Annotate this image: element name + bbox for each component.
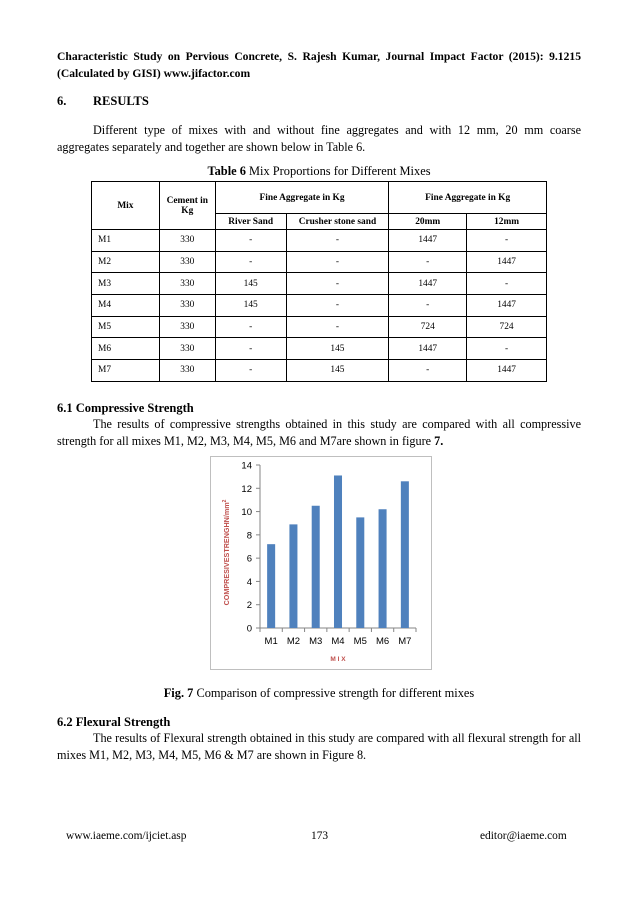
- compressive-strength-heading: 6.1 Compressive Strength: [57, 401, 194, 415]
- section-number: 6.: [57, 94, 67, 108]
- table-cell: M5: [92, 316, 160, 338]
- header-20mm: 20mm: [389, 214, 467, 230]
- chart-frame: [210, 456, 432, 670]
- x-tick-label: M7: [398, 636, 412, 647]
- table-cell: -: [389, 251, 467, 273]
- table-body: [92, 230, 547, 382]
- intro-paragraph: Different type of mixes with and without fine aggregates and with 12 mm, 20 mm coarse aggregates separately and together are shown below in Table 6.: [57, 123, 581, 154]
- x-tick-label: M1: [264, 636, 278, 647]
- table-row: [92, 295, 547, 317]
- table-cell: 330: [159, 338, 215, 360]
- y-axis-label-superscript: 2: [222, 499, 228, 503]
- bar-m3: [312, 506, 320, 628]
- compressive-paragraph-text: The results of compressive strengths obtained in this study are compared with all compressive strength for all mixes M1, M2, M3, M4, M5, M6 and M7are shown in figure: [57, 417, 581, 448]
- header-12mm: 12mm: [467, 214, 547, 230]
- table-cell: 330: [159, 316, 215, 338]
- table-cell: 724: [389, 316, 467, 338]
- table-cell: 145: [286, 360, 389, 382]
- table-row: [92, 338, 547, 360]
- y-tick-label: 14: [241, 460, 252, 472]
- figure-reference: 7.: [434, 434, 444, 448]
- header-crusher-sand: Crusher stone sand: [286, 214, 389, 230]
- y-tick-label: 10: [241, 507, 252, 519]
- table-cell: M3: [92, 273, 160, 295]
- table-cell: -: [286, 230, 389, 252]
- table-cell: M4: [92, 295, 160, 317]
- compressive-paragraph: [57, 416, 581, 450]
- x-tick-label: M6: [375, 636, 390, 647]
- flexural-strength-heading: 6.2 Flexural Strength: [57, 715, 171, 729]
- figure-caption-label: Fig. 7: [163, 686, 194, 700]
- table-cell: 330: [159, 360, 215, 382]
- table-cell: -: [286, 316, 389, 338]
- header-mix: Mix: [92, 182, 160, 230]
- table-cell: 330: [159, 273, 215, 295]
- table-cell: -: [215, 251, 286, 273]
- table-cell: -: [286, 295, 389, 317]
- table-cell: -: [467, 338, 547, 360]
- table-row: [92, 230, 547, 252]
- chart-bars: [267, 475, 409, 628]
- header-coarse-aggregate: Fine Aggregate in Kg: [389, 182, 547, 214]
- table-cell: 330: [159, 230, 215, 252]
- table-cell: -: [389, 360, 467, 382]
- table-cell: 330: [159, 251, 215, 273]
- table-cell: -: [467, 273, 547, 295]
- table-caption: [0, 164, 638, 179]
- header-cement: Cement in Kg: [159, 182, 215, 230]
- table-cell: M7: [92, 360, 160, 382]
- bar-m7: [401, 481, 409, 628]
- table-cell: 1447: [389, 230, 467, 252]
- table-row: [92, 251, 547, 273]
- table-cell: M1: [92, 230, 160, 252]
- section-heading: [57, 94, 149, 109]
- footer-website: www.iaeme.com/ijciet.asp: [66, 830, 187, 842]
- table-cell: 1447: [467, 295, 547, 317]
- x-tick-label: M4: [331, 636, 345, 647]
- mix-proportions-table: [91, 181, 547, 382]
- table-cell: -: [215, 316, 286, 338]
- table-row: [92, 360, 547, 382]
- y-tick-label: 12: [241, 483, 252, 495]
- bar-m2: [289, 524, 297, 628]
- y-tick-label: 8: [246, 530, 252, 542]
- x-tick-label: M2: [286, 636, 301, 647]
- table-cell: -: [215, 230, 286, 252]
- table-cell: 724: [467, 316, 547, 338]
- y-axis-label-text: COMPRESIVESTRENGHN/mm: [222, 502, 231, 606]
- y-tick-label: 0: [246, 623, 252, 635]
- y-tick-label: 6: [246, 553, 252, 565]
- bar-m1: [267, 544, 275, 628]
- table-cell: 145: [215, 273, 286, 295]
- running-header: Characteristic Study on Pervious Concrete, S. Rajesh Kumar, Journal Impact Factor (2015): 9.1215 (Calculated by GISI) www.jifactor.com: [57, 50, 581, 80]
- table-cell: -: [286, 273, 389, 295]
- table-cell: 145: [215, 295, 286, 317]
- header-fine-aggregate: Fine Aggregate in Kg: [215, 182, 389, 214]
- header-river-sand: River Sand: [215, 214, 286, 230]
- table-cell: 1447: [467, 360, 547, 382]
- table-row: [92, 273, 547, 295]
- bar-m6: [379, 509, 387, 628]
- compressive-strength-chart: [211, 457, 431, 669]
- y-axis-label: [222, 499, 231, 605]
- y-tick-label: 4: [246, 576, 252, 588]
- table-cell: -: [215, 338, 286, 360]
- table-cell: M6: [92, 338, 160, 360]
- footer-email: editor@iaeme.com: [480, 830, 567, 842]
- table-cell: -: [286, 251, 389, 273]
- flexural-paragraph: The results of Flexural strength obtained in this study are compared with all flexural strength for all mixes M1, M2, M3, M4, M5, M6 & M7 are shown in Figure 8.: [57, 731, 581, 762]
- table-cell: -: [467, 230, 547, 252]
- table-cell: M2: [92, 251, 160, 273]
- table-caption-text: Mix Proportions for Different Mixes: [245, 164, 431, 178]
- table-caption-label: Table 6: [207, 164, 246, 178]
- section-title: RESULTS: [93, 94, 149, 108]
- table-cell: -: [215, 360, 286, 382]
- figure-caption-text: Comparison of compressive strength for different mixes: [193, 686, 475, 700]
- table-cell: -: [389, 295, 467, 317]
- y-tick-label: 2: [246, 600, 252, 612]
- x-axis-label: M I X: [330, 656, 346, 663]
- table-cell: 1447: [389, 338, 467, 360]
- bar-m5: [356, 517, 364, 628]
- x-tick-label: M5: [353, 636, 367, 647]
- figure-caption: [0, 686, 638, 701]
- table-cell: 1447: [467, 251, 547, 273]
- footer-page-number: 173: [311, 830, 329, 842]
- bar-m4: [334, 475, 342, 628]
- table-cell: 330: [159, 295, 215, 317]
- table-cell: 1447: [389, 273, 467, 295]
- x-tick-label: M3: [309, 636, 323, 647]
- table-row: [92, 316, 547, 338]
- table-cell: 145: [286, 338, 389, 360]
